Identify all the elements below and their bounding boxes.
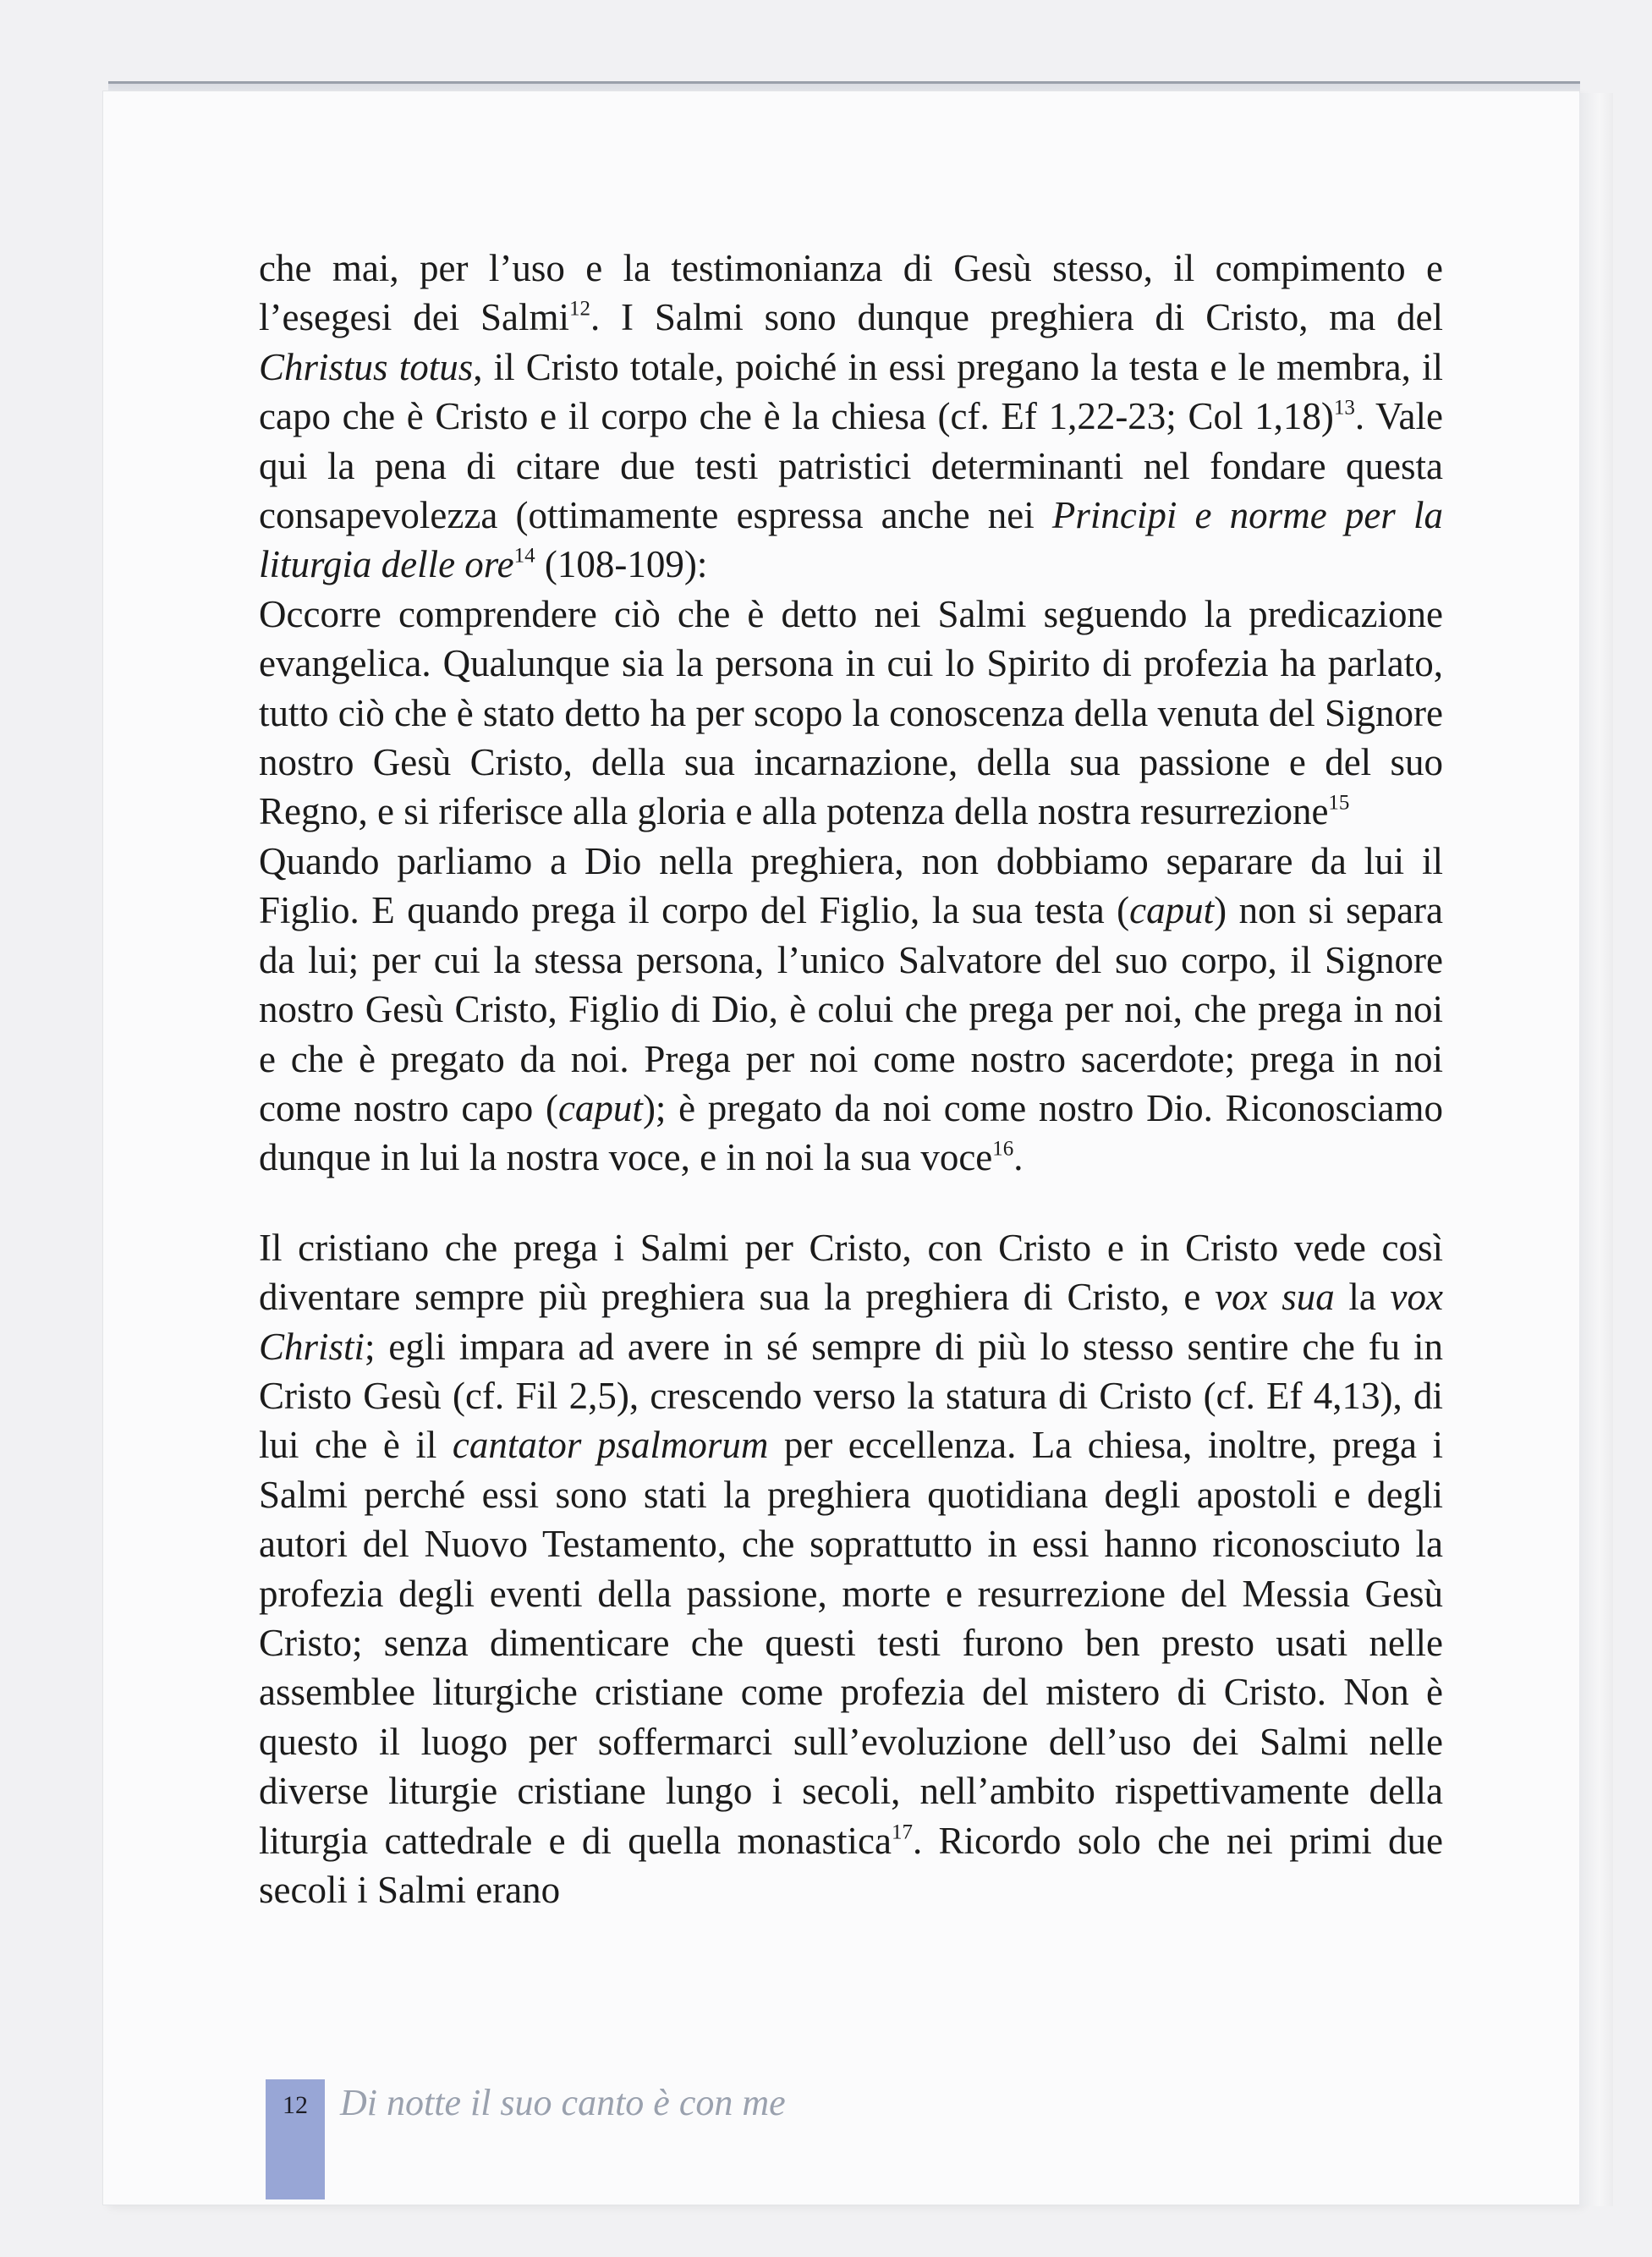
italic-text: Christus totus: [259, 345, 474, 388]
text-run: . I Salmi sono dunque preghiera di Cristo, ma del: [590, 296, 1444, 339]
italic-text: cantator psalmorum: [452, 1424, 769, 1467]
quote-augustine-2: [259, 837, 1443, 1183]
body-text: [259, 244, 1443, 1914]
text-run: ; egli impara ad avere in sé sempre di più lo stesso sentire che fu in Cristo Gesù (cf. Fil 2,5), crescendo verso la statura di Cristo (cf. Ef 4,13), di lui che è il: [259, 1325, 1443, 1467]
text-run: (108-109):: [535, 543, 708, 586]
quote-augustine-1: [259, 590, 1443, 837]
text-run: . Vale qui la pena di citare due testi patristici determinanti nel fondare questa consapevolezza (ottimamente espressa anche nei: [259, 395, 1443, 537]
footnote-ref: 16: [992, 1137, 1014, 1161]
italic-text: vox sua: [1215, 1276, 1335, 1319]
page-number-tab: [266, 2079, 325, 2199]
text-run: che mai, per l’uso e la testimonianza di Gesù stesso, il compimento e l’esegesi dei Salmi: [259, 247, 1443, 339]
text-run: , il Cristo totale, poiché in essi pregano la testa e le membra, il capo che è Cristo e il corpo che è la chiesa (cf. Ef 1,22-23; Col 1,18): [259, 345, 1443, 438]
italic-text: Principi e norme per la liturgia delle ore: [259, 494, 1443, 586]
paragraph-2: [259, 1223, 1443, 1915]
text-run: Quando parliamo a Dio nella preghiera, non dobbiamo separare da lui il Figlio. E quando prega il corpo del Figlio, la sua testa (: [259, 839, 1443, 932]
text-run: Il cristiano che prega i Salmi per Cristo, con Cristo e in Cristo vede così diventare sempre più preghiera sua la preghiera di Cristo, e: [259, 1226, 1443, 1319]
footnote-ref: 17: [891, 1820, 913, 1844]
text-run: per eccellenza. La chiesa, inoltre, prega i Salmi perché essi sono stati la preghiera quotidiana degli apostoli e degli autori del Nuovo Testamento, che soprattutto in essi hanno riconosciuto la profezia degli eventi della passione, morte e resurrezione del Messia Gesù Cristo; senza dimenticare che questi testi furono ben presto usati nelle assemblee liturgiche cristiane come profezia del mistero di Cristo. Non è questo il luogo per soffermarci sull’evoluzione dell’uso dei Salmi nelle diverse liturgie cristiane lungo i secoli, nell’ambito rispettivamente della liturgia cattedrale e di quella monastica: [259, 1424, 1443, 1862]
text-run: ); è pregato da noi come nostro Dio. Riconosciamo dunque in lui la nostra voce, e in noi la sua voce: [259, 1086, 1443, 1179]
footnote-ref: 14: [513, 544, 535, 568]
text-run: .: [1013, 1136, 1024, 1179]
footnote-ref: 15: [1328, 791, 1350, 815]
footnote-ref: 12: [569, 297, 591, 321]
page-right-edge: [1579, 93, 1613, 2206]
text-run: la: [1334, 1276, 1391, 1319]
text-run: . Ricordo solo che nei primi due secoli i Salmi erano: [259, 1819, 1443, 1911]
text-run: Occorre comprendere ciò che è detto nei Salmi seguendo la predicazione evangelica. Qualunque sia la persona in cui lo Spirito di profezia ha parlato, tutto ciò che è stato detto ha per scopo la conoscenza della venuta del Signore nostro Gesù Cristo, della sua incarnazione, della sua passione e del suo Regno, e si riferisce alla gloria e alla potenza della nostra resurrezione: [259, 592, 1443, 833]
italic-text: caput: [1129, 889, 1215, 932]
footnote-ref: 13: [1333, 396, 1355, 420]
italic-text: vox Christi: [259, 1276, 1443, 1368]
page-number: 12: [283, 2091, 308, 2119]
text-run: ) non si separa da lui; per cui la stessa persona, l’unico Salvatore del suo corpo, il Signore nostro Gesù Cristo, Figlio di Dio, è colui che prega per noi, che prega in noi e che è pregato da noi. Prega per noi come nostro sacerdote; prega in noi come nostro capo (: [259, 889, 1443, 1129]
italic-text: caput: [557, 1086, 643, 1129]
page-footer: [266, 2079, 1281, 2199]
running-title: Di notte il suo canto è con me: [340, 2082, 786, 2123]
paragraph-1: [259, 244, 1443, 590]
